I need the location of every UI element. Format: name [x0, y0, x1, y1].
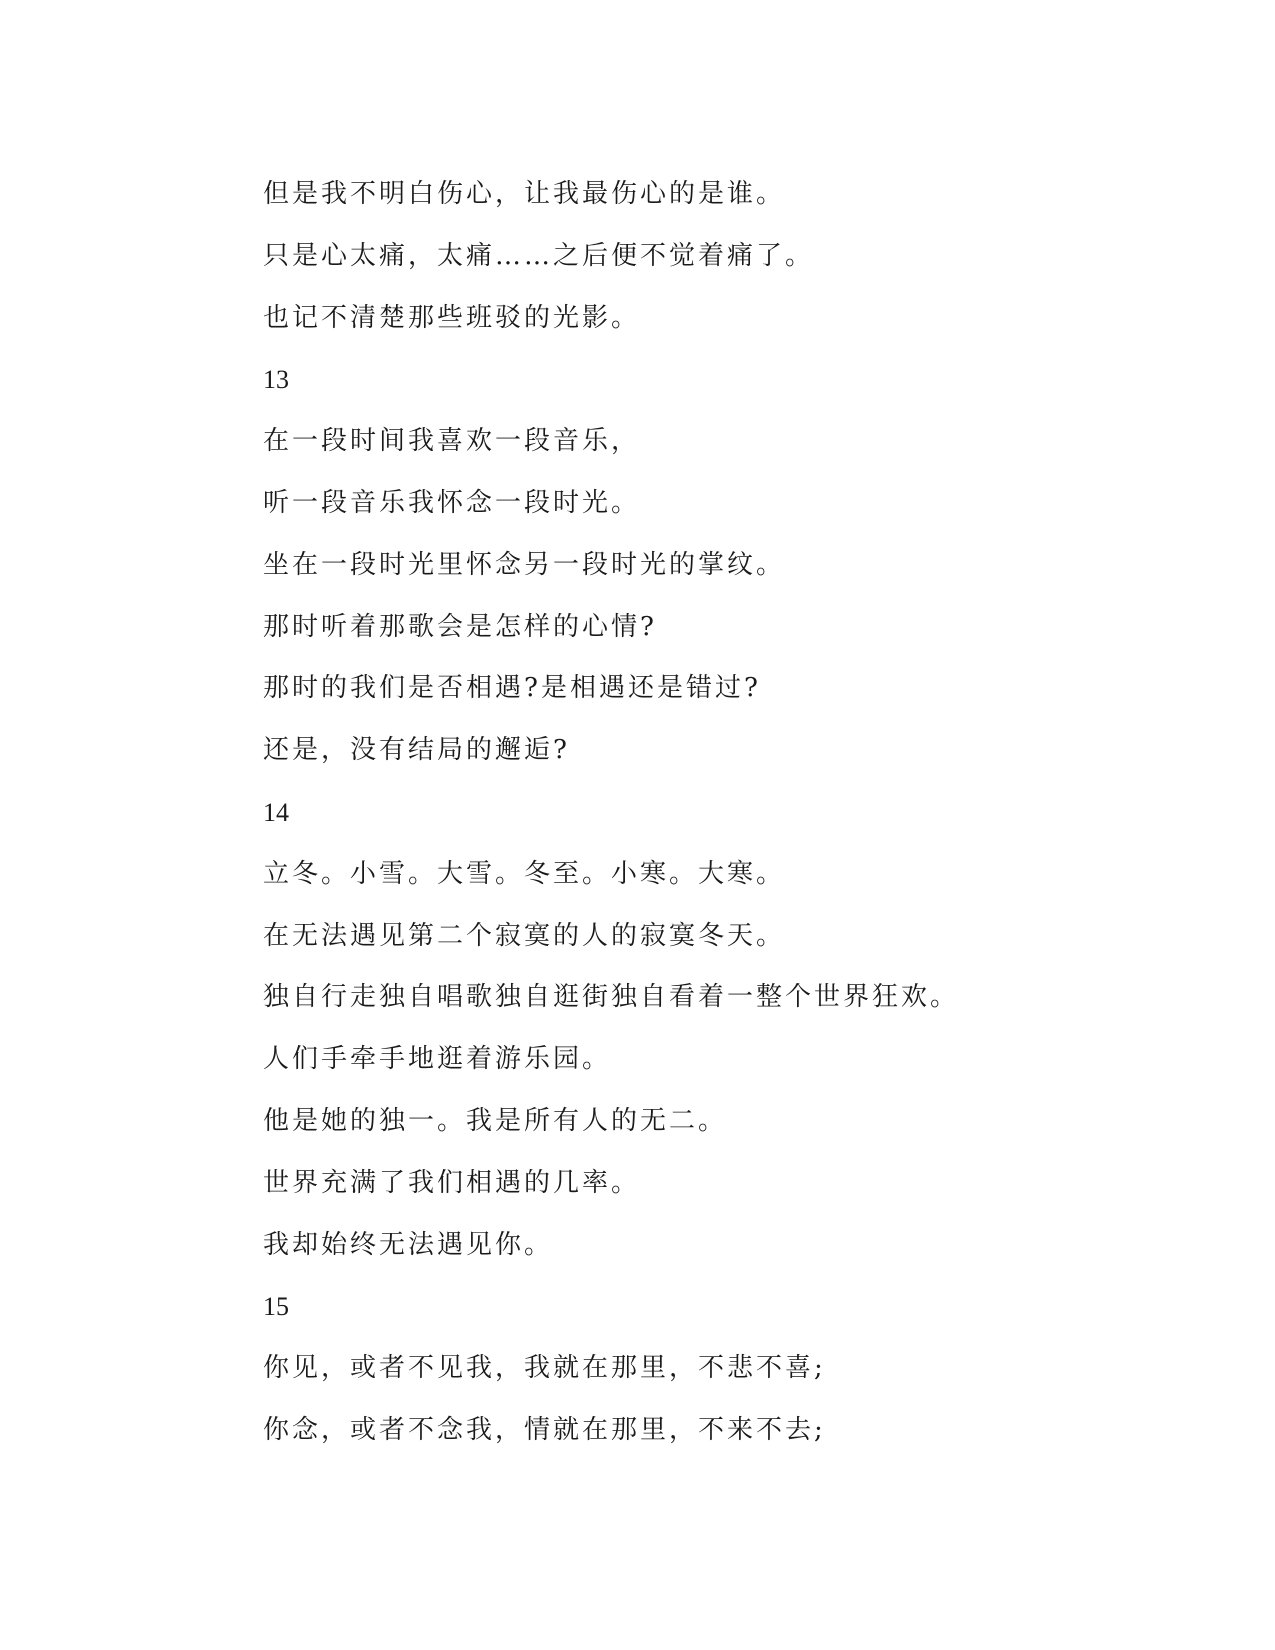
text-line: 在无法遇见第二个寂寞的人的寂寞冬天。	[263, 920, 786, 951]
text-line: 在一段时间我喜欢一段音乐，	[263, 426, 641, 457]
section-number: 14	[263, 797, 289, 827]
text-line: 也记不清楚那些班驳的光影。	[263, 302, 641, 333]
text-line: 世界充满了我们相遇的几率。	[263, 1167, 641, 1198]
text-line: 立冬。小雪。大雪。冬至。小寒。大寒。	[263, 858, 786, 889]
text-line: 你念，或者不念我，情就在那里，不来不去;	[263, 1414, 826, 1445]
text-line: 人们手牵手地逛着游乐园。	[263, 1044, 612, 1075]
text-line: 我却始终无法遇见你。	[263, 1229, 554, 1260]
text-line: 独自行走独自唱歌独自逛街独自看着一整个世界狂欢。	[263, 982, 960, 1013]
poem-text-block	[263, 164, 1223, 1462]
text-line: 他是她的独一。我是所有人的无二。	[263, 1105, 728, 1136]
text-line: 那时的我们是否相遇?是相遇还是错过?	[263, 673, 761, 704]
text-line: 坐在一段时光里怀念另一段时光的掌纹。	[263, 549, 786, 580]
section-number: 15	[263, 1292, 289, 1322]
text-line: 那时听着那歌会是怎样的心情?	[263, 611, 657, 642]
text-line: 你见，或者不见我，我就在那里，不悲不喜;	[263, 1353, 826, 1384]
text-line: 还是，没有结局的邂逅?	[263, 735, 570, 766]
text-line: 只是心太痛，太痛……之后便不觉着痛了。	[263, 240, 815, 271]
text-line: 但是我不明白伤心，让我最伤心的是谁。	[263, 179, 786, 209]
text-line: 听一段音乐我怀念一段时光。	[263, 487, 641, 518]
section-number: 13	[263, 365, 289, 395]
